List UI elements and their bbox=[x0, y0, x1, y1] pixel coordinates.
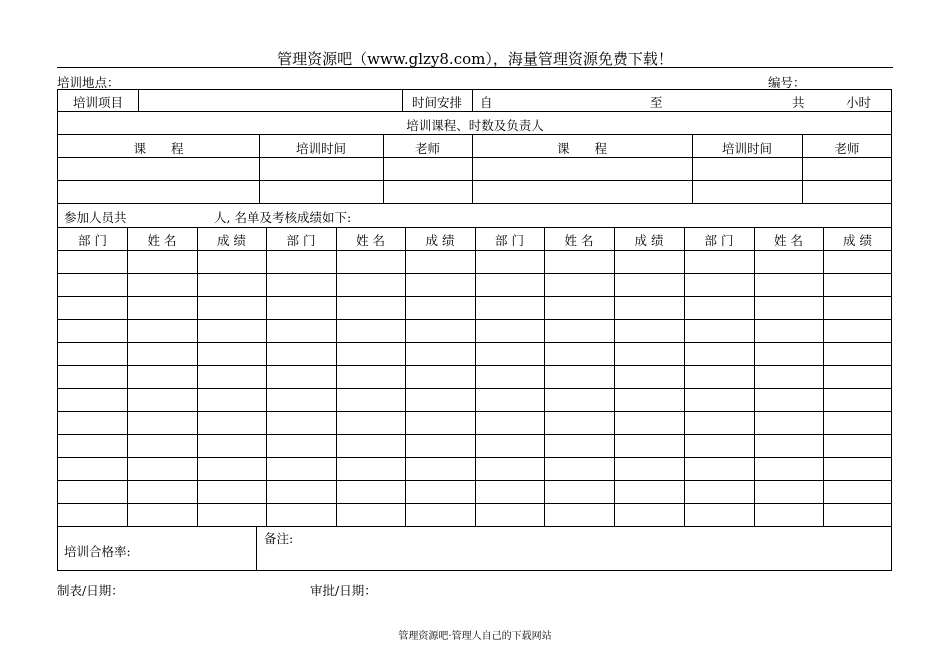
score-header: 成 绩 bbox=[217, 233, 246, 248]
prepared-by-date-label: 制表/日期： bbox=[57, 583, 124, 598]
approved-by-date-label: 审批/日期： bbox=[310, 583, 377, 598]
training-location-label: 培训地点： bbox=[57, 75, 120, 90]
participants-roster-label: 人, 名单及考核成绩如下: bbox=[214, 210, 352, 225]
form-line bbox=[823, 227, 824, 526]
name-header: 姓 名 bbox=[147, 233, 177, 248]
score-header: 成 绩 bbox=[425, 233, 455, 248]
remarks-label: 备注: bbox=[264, 531, 294, 546]
form-line bbox=[58, 180, 892, 181]
training-project-label: 培训项目 bbox=[72, 95, 123, 110]
to-label: 至 bbox=[650, 95, 663, 110]
page-title: 管理资源吧（www.glzy8.com），海量管理资源免费下载！ bbox=[277, 50, 673, 68]
hours-label: 小时 bbox=[846, 95, 872, 110]
form-line bbox=[405, 227, 406, 526]
form-line bbox=[58, 157, 892, 158]
department-header: 部 门 bbox=[704, 233, 734, 248]
department-header: 部 门 bbox=[495, 233, 524, 248]
form-line bbox=[256, 526, 257, 571]
form-line bbox=[684, 227, 685, 526]
form-line bbox=[127, 227, 128, 526]
form-line bbox=[475, 227, 476, 526]
form-line bbox=[336, 227, 337, 526]
department-header: 部 门 bbox=[286, 233, 316, 248]
form-line bbox=[58, 134, 892, 135]
training-time-header: 培训时间 bbox=[721, 141, 772, 156]
course-header: 课 程 bbox=[133, 141, 184, 156]
from-label: 自 bbox=[480, 95, 493, 110]
training-time-header: 培训时间 bbox=[295, 141, 346, 156]
name-header: 姓 名 bbox=[356, 233, 385, 248]
teacher-header: 老师 bbox=[414, 141, 440, 156]
form-line bbox=[266, 227, 267, 526]
form-number-label: 编号： bbox=[768, 75, 806, 90]
schedule-label: 时间安排 bbox=[411, 95, 462, 110]
department-header: 部 门 bbox=[78, 233, 107, 248]
form-line bbox=[197, 227, 198, 526]
form-line bbox=[58, 203, 892, 204]
training-record-form bbox=[57, 89, 892, 571]
total-label: 共 bbox=[792, 95, 805, 110]
course-section-title: 培训课程、时数及负责人 bbox=[406, 118, 544, 133]
form-line bbox=[58, 111, 892, 112]
form-line bbox=[472, 90, 473, 111]
course-header: 课 程 bbox=[556, 141, 607, 156]
header-divider bbox=[57, 67, 893, 68]
score-header: 成 绩 bbox=[843, 233, 872, 248]
pass-rate-label: 培训合格率: bbox=[64, 544, 131, 559]
teacher-header: 老师 bbox=[834, 141, 860, 156]
form-line bbox=[614, 227, 615, 526]
participants-count-label: 参加人员共 bbox=[64, 210, 127, 225]
training-project-field[interactable] bbox=[139, 90, 401, 111]
score-header: 成 绩 bbox=[634, 233, 664, 248]
name-header: 姓 名 bbox=[564, 233, 594, 248]
form-line bbox=[544, 227, 545, 526]
name-header: 姓 名 bbox=[774, 233, 803, 248]
site-footer-note: 管理资源吧·管理人自己的下载网站 bbox=[398, 631, 552, 642]
form-line bbox=[58, 526, 892, 527]
form-line bbox=[754, 227, 755, 526]
